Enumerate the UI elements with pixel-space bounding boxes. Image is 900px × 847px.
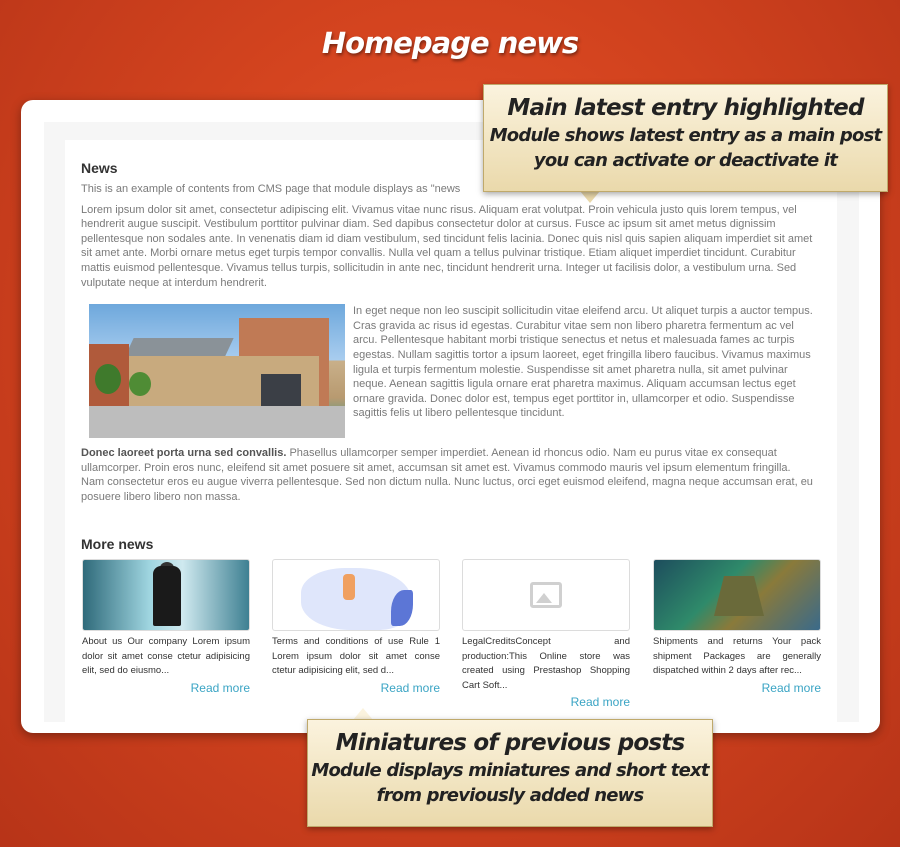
callout-bottom-line-2: from previously added news	[376, 785, 644, 806]
news-paragraph-1: Lorem ipsum dolor sit amet, consectetur adipiscing elit. Vivamus vitae nunc risus. Aliquam erat volutpat. Proin vehicula justo quis lorem tempus, vel hendrerit augue suscipit. Vestibulum porttitor pulvinar diam. Sed dapibus consectetur dolor at cursus. Fusce ac ipsum sit amet metus dignissim pellentesque non sodales ante. In venenatis diam id diam vestibulum, sed tincidunt felis lacinia. Donec quis nisl quis sapien aliquam imperdiet sit amet sit amet ante. Morbi ornare metus eget turpis tempor convallis. Nulla vel quam a tellus pulvinar tristique. Etiam aliquet imperdiet tincidunt. Curabitur mattis euismod pellentesque. Vivamus tellus turpis, sollicitudin in ante nec, tincidunt hendrerit urna. Integer ut facilisis dolor, a vestibulum urna. Sed vulputate neque at interdum hendrerit.	[81, 203, 813, 289]
news-paragraph-2: In eget neque non leo suscipit sollicitudin vitae eleifend arcu. Ut aliquet turpis a auctor tempus. Cras gravida ac risus id egestas. Curabitur vitae sem non libero pharetra fermentum ac vel arcu. Pellentesque habitant morbi tristique senectus et netus et malesuada fames ac turpis egestas. Nullam sagittis tortor a ipsum laoreet, eget fringilla libero faucibus. Vivamus maximus ligula et turpis fermentum molestie. Suspendisse sit amet pharetra nulla, sit amet pulvinar neque. Aenean sagittis ligula ornare erat pharetra maximus. Aliquam accumsan lectus eget ornare gravida. Donec dolor est, tempus eget porttitor in, ullamcorper et odio. Suspendisse sagittis felis ut libero pellentesque tincidunt.	[353, 305, 813, 420]
news-thumb-4-image[interactable]	[653, 559, 821, 631]
callout-bottom-title: Miniatures of previous posts	[335, 730, 685, 756]
more-news-heading: More news	[81, 536, 154, 552]
news-thumb-2	[272, 559, 440, 696]
news-thumb-4-text: Shipments and returns Your pack shipment Packages are generally dispatched within 2 days after rec...	[653, 636, 821, 676]
read-more-link-4[interactable]: Read more	[761, 680, 821, 695]
news-thumb-2-text: Terms and conditions of use Rule 1 Lorem ipsum dolor sit amet conse ctetur adipisicing elit, sed d...	[272, 636, 440, 676]
news-thumb-2-image[interactable]	[272, 559, 440, 631]
image-placeholder-icon	[530, 582, 562, 608]
news-thumb-1-image[interactable]	[82, 559, 250, 631]
news-thumb-3-text: LegalCreditsConcept and production:This Online store was created using Prestashop Shopping Cart Soft...	[462, 636, 630, 691]
news-media-block	[81, 304, 816, 438]
callout-top-pointer	[580, 191, 600, 203]
callout-miniatures	[307, 719, 713, 827]
read-more-link-2[interactable]: Read more	[380, 680, 440, 695]
callout-top-line-2: you can activate or deactivate it	[533, 150, 838, 171]
news-paragraph-3-bold: Donec laoreet porta urna sed convallis.	[81, 447, 287, 460]
news-paragraph-3	[81, 446, 816, 504]
read-more-link-1[interactable]: Read more	[190, 680, 250, 695]
callout-top-line-1: Module shows latest entry as a main post	[489, 125, 882, 146]
callout-bottom-line-1: Module displays miniatures and short text	[311, 760, 709, 781]
news-intro: This is an example of contents from CMS page that module displays as "news	[81, 183, 461, 195]
main-news-post	[81, 160, 836, 505]
callout-top-title: Main latest entry highlighted	[507, 95, 864, 121]
news-thumb-3	[462, 559, 630, 710]
read-more-link-3[interactable]: Read more	[570, 695, 630, 709]
news-heading: News	[81, 160, 118, 176]
news-thumb-1-text: About us Our company Lorem ipsum dolor sit amet conse ctetur adipisicing elit, sed do eiusmo...	[82, 636, 250, 676]
news-building-photo	[89, 304, 345, 438]
news-paragraph-3-text: Phasellus ullamcorper semper imperdiet. Aenean id rhoncus odio. Nam eu purus vitae ex consequat ullamcorper. Proin eros nunc, eleifend sit amet posuere sit amet, accumsan sit amet est. Vivamus commodo mauris vel ipsum elementum fringilla. Nam consectetur eros eu augue viverra pellentesque. Sed non dictum nulla. Nunc luctus, orci eget euismod eleifend, magna neque accumsan erat, eu posuere libero libero non massa.	[81, 447, 813, 503]
banner-title: Homepage news	[321, 26, 579, 60]
news-thumb-3-image[interactable]	[462, 559, 630, 631]
news-thumb-4	[653, 559, 821, 696]
callout-main-latest	[483, 84, 888, 192]
news-thumb-1	[82, 559, 250, 696]
